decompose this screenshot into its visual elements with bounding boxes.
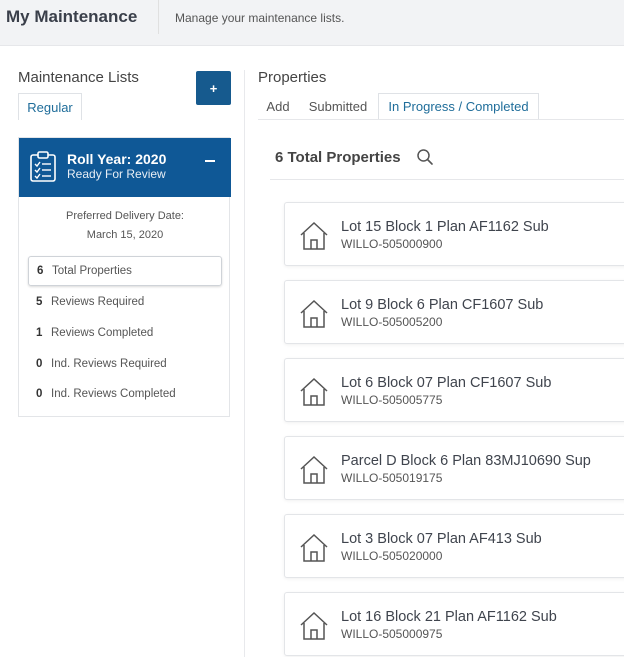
property-name: Lot 9 Block 6 Plan CF1607 Sub (341, 297, 544, 313)
property-id: WILLO-505005200 (341, 315, 443, 329)
tab-add[interactable]: Add (266, 98, 290, 114)
maintenance-lists-title: Maintenance Lists (18, 69, 139, 86)
house-icon (299, 533, 329, 568)
stat-count: 0 (36, 388, 43, 400)
roll-year-card (18, 137, 230, 417)
stat-count: 6 (37, 265, 44, 277)
column-divider (244, 70, 245, 657)
heading-divider (270, 179, 624, 180)
stat-label: Total Properties (52, 265, 132, 277)
page-header (0, 0, 624, 46)
property-name: Parcel D Block 6 Plan 83MJ10690 Sup (341, 453, 591, 469)
stat-label: Reviews Completed (51, 327, 154, 339)
roll-year-header[interactable] (19, 138, 231, 197)
header-divider (158, 0, 159, 34)
house-icon (299, 611, 329, 646)
house-icon (299, 455, 329, 490)
property-id: WILLO-505020000 (341, 549, 443, 563)
properties-title: Properties (258, 69, 327, 86)
property-name: Lot 16 Block 21 Plan AF1162 Sub (341, 609, 557, 625)
tab-underline (258, 119, 624, 120)
roll-year-label: Roll Year: 2020 (67, 151, 167, 167)
clipboard-checklist-icon (29, 150, 57, 187)
page-title: My Maintenance (6, 7, 138, 26)
stat-count: 0 (36, 358, 43, 370)
delivery-date-value: March 15, 2020 (86, 229, 164, 241)
add-list-button[interactable]: + (196, 71, 231, 105)
property-id: WILLO-505005775 (341, 393, 443, 407)
property-id: WILLO-505019175 (341, 471, 443, 485)
stat-count: 5 (36, 296, 43, 308)
stat-ind-reviews-required[interactable] (28, 349, 222, 379)
property-card[interactable] (284, 202, 624, 266)
house-icon (299, 299, 329, 334)
tab-regular[interactable]: Regular (18, 93, 82, 120)
total-properties-heading: 6 Total Properties (275, 149, 401, 166)
search-icon[interactable] (416, 148, 434, 171)
page-subtitle: Manage your maintenance lists. (175, 11, 345, 25)
tab-in-progress-completed[interactable]: In Progress / Completed (378, 93, 539, 119)
stat-label: Ind. Reviews Required (51, 358, 167, 370)
stat-reviews-completed[interactable] (28, 318, 222, 348)
property-name: Lot 6 Block 07 Plan CF1607 Sub (341, 375, 552, 391)
property-name: Lot 15 Block 1 Plan AF1162 Sub (341, 219, 549, 235)
stat-label: Ind. Reviews Completed (51, 388, 176, 400)
property-name: Lot 3 Block 07 Plan AF413 Sub (341, 531, 542, 547)
stat-reviews-required[interactable] (28, 287, 222, 317)
property-card[interactable] (284, 436, 624, 500)
stat-count: 1 (36, 327, 43, 339)
property-id: WILLO-505000975 (341, 627, 443, 641)
delivery-date-label: Preferred Delivery Date: (66, 210, 184, 222)
roll-year-status: Ready For Review (67, 167, 166, 181)
house-icon (299, 377, 329, 412)
property-card[interactable] (284, 592, 624, 656)
tab-submitted[interactable]: Submitted (308, 98, 368, 114)
property-card[interactable] (284, 514, 624, 578)
stat-ind-reviews-completed[interactable] (28, 379, 222, 409)
property-id: WILLO-505000900 (341, 237, 443, 251)
stat-label: Reviews Required (51, 296, 145, 308)
property-card[interactable] (284, 358, 624, 422)
house-icon (299, 221, 329, 256)
property-card[interactable] (284, 280, 624, 344)
minus-icon[interactable] (205, 160, 215, 162)
stat-total-properties[interactable] (28, 256, 222, 286)
